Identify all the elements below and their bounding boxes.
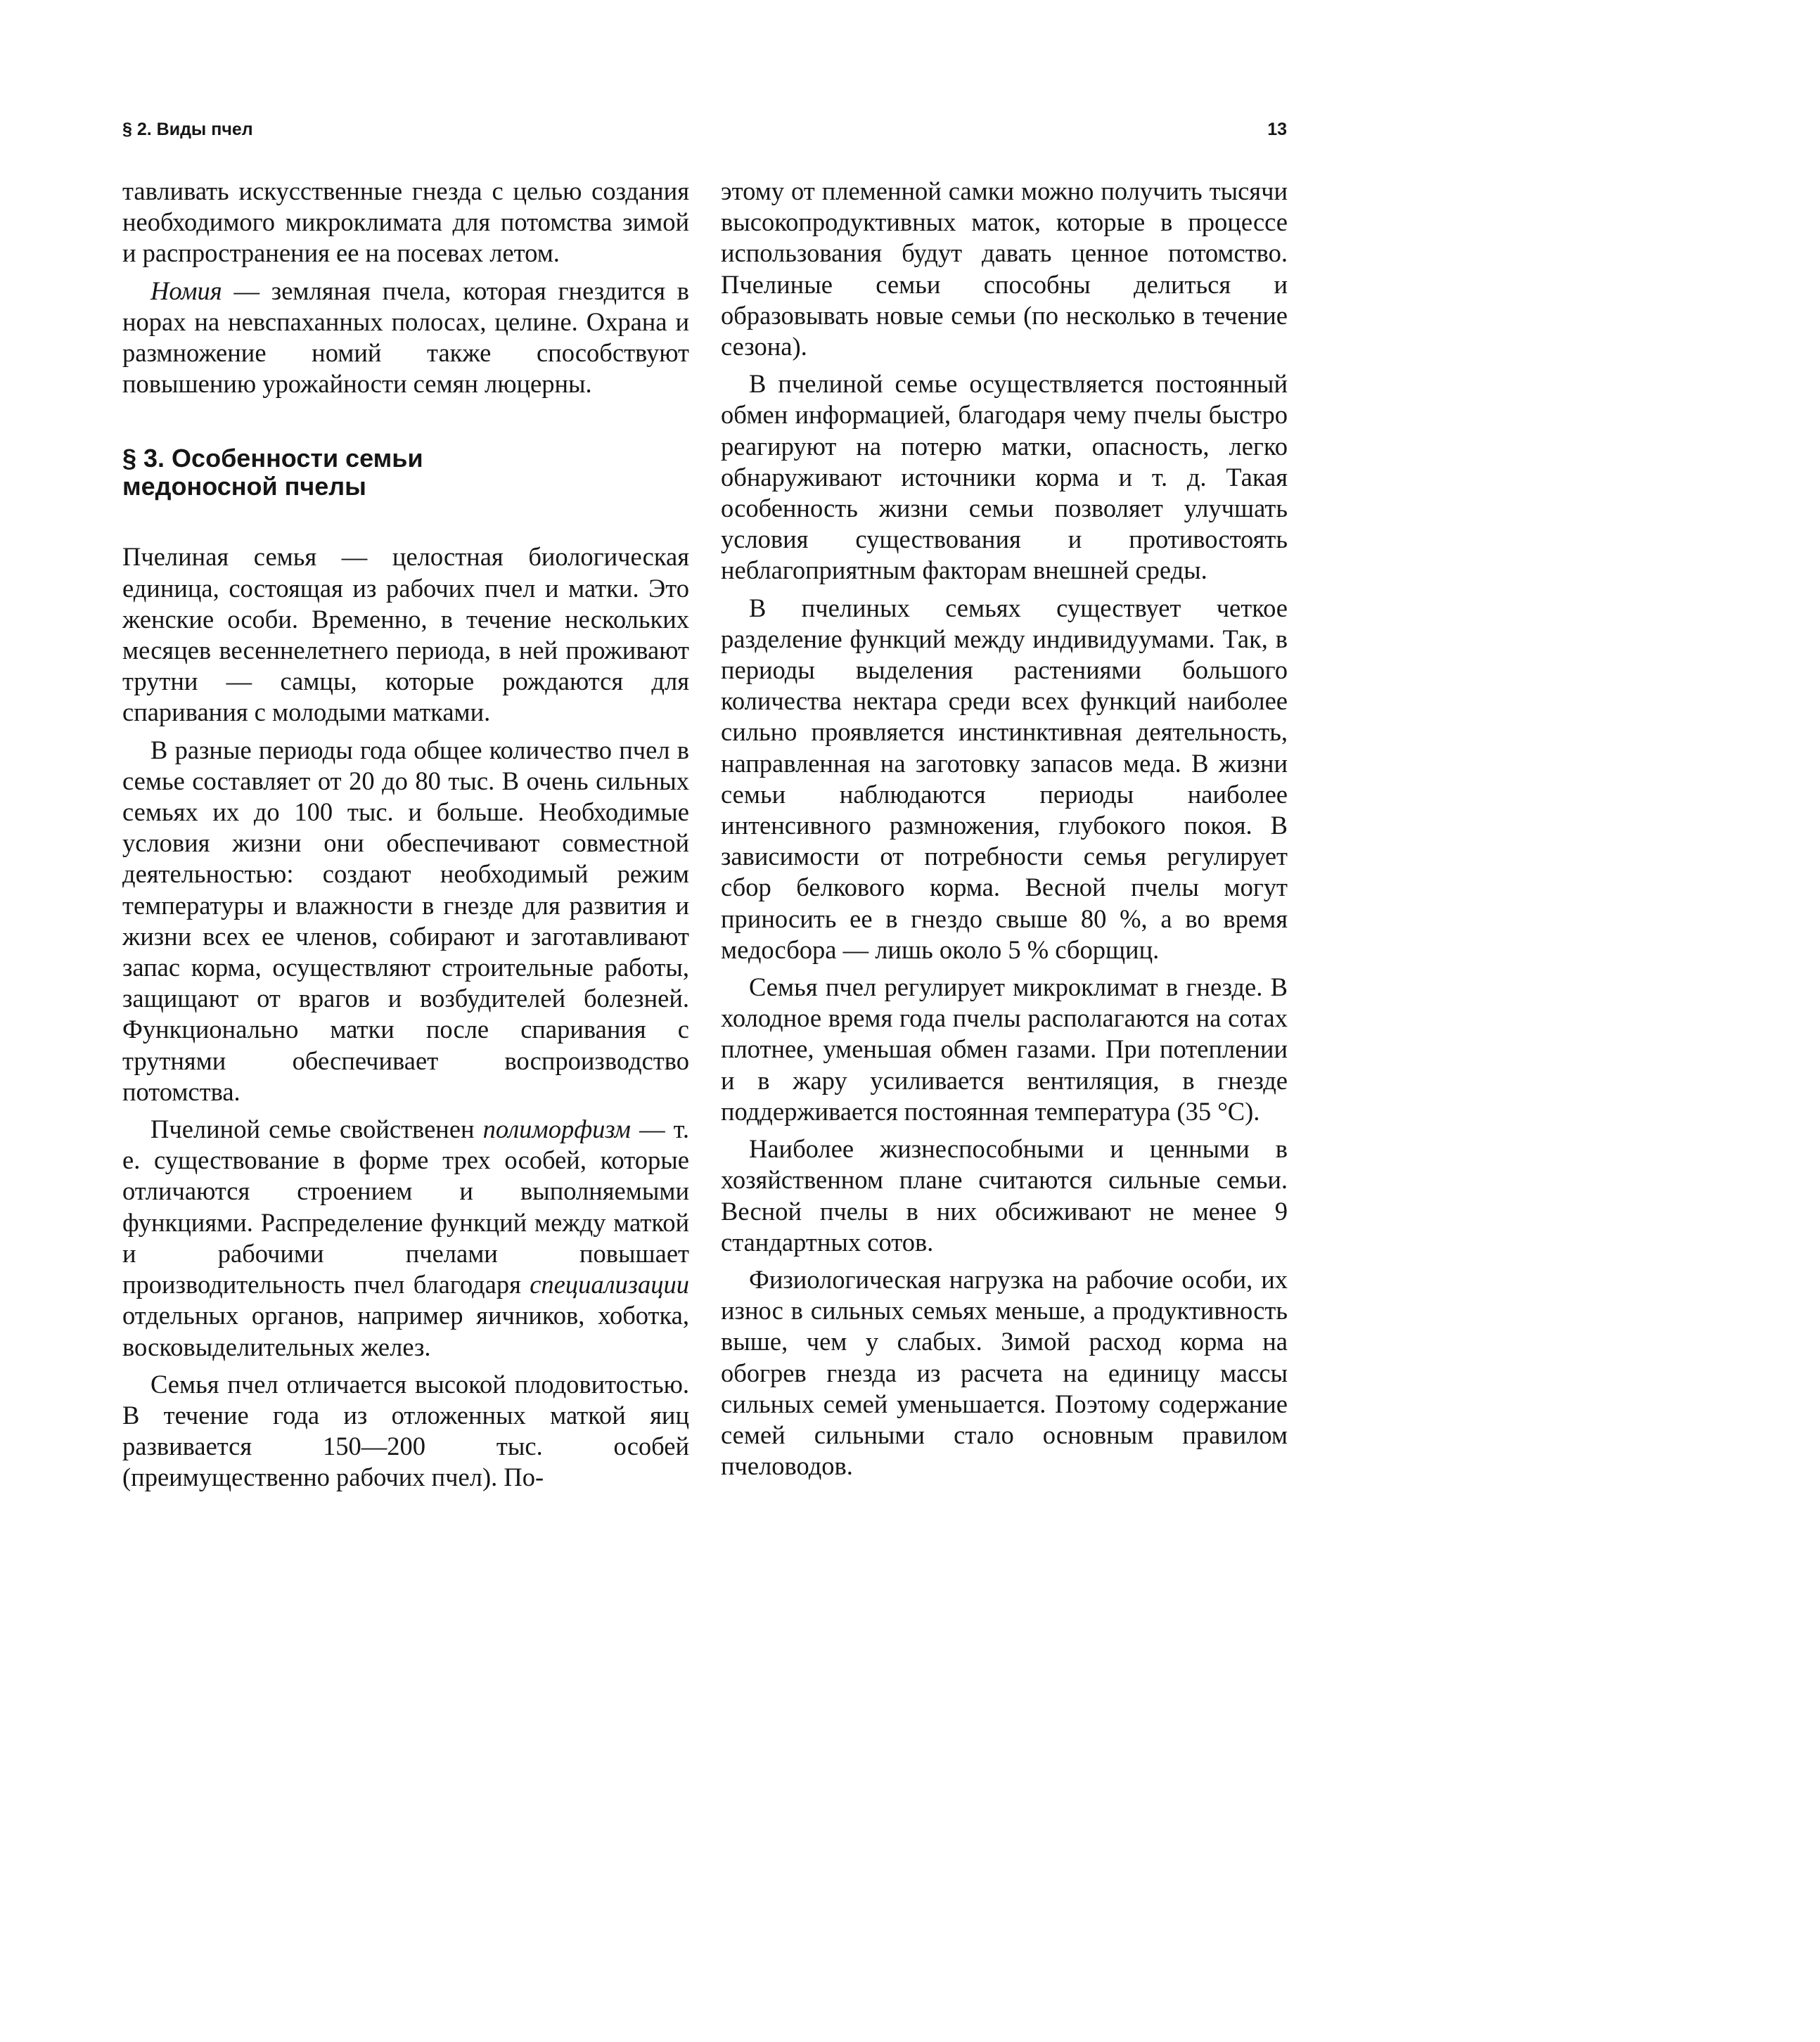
- paragraph: Наиболее жизнеспособными и ценными в хозяйственном плане считаются сильные семьи. Весной пчелы в них обсиживают не менее 9 стандартных сотов.: [721, 1134, 1288, 1257]
- paragraph: В пчелиной семье осуществляется постоянный обмен информацией, благодаря чему пчелы быстро реагируют на потерю матки, опасность, легко обнаруживают источники корма и т. д. Такая особенность жизни семьи позволяет улучшать условия существования и противостоять неблагоприятным факторам внешней среды.: [721, 369, 1288, 585]
- paragraph-text: — т. е. существование в форме трех особей, которые отличаются строением и выполняемыми функциями. Распределение функций между маткой и рабочими пчелами повышает производительность пчел благодаря: [122, 1115, 689, 1299]
- paragraph: этому от племенной самки можно получить тысячи высокопродуктивных маток, которые в процессе использования будут давать ценное потомство. Пчелиные семьи способны делиться и образовывать новые семьи (по несколько в течение сезона).: [721, 176, 1288, 361]
- paragraph: [122, 276, 689, 400]
- paragraph: Семья пчел регулирует микроклимат в гнезде. В холодное время года пчелы располагаются на сотах плотнее, уменьшая обмен газами. При потеплении и в жару усиливается вентиляция, в гнезде поддерживается постоянная температура (35 °С).: [721, 972, 1288, 1126]
- paragraph: В пчелиных семьях существует четкое разделение функций между индивидуумами. Так, в периоды выделения растениями большого количества нектара среди всех функций наиболее сильно проявляется инстинктивная деятельность, направленная на заготовку запасов меда. В жизни семьи наблюдаются периоды наиболее интенсивного размножения, глубокого покоя. В зависимости от потребности семья регулирует сбор белкового корма. Весной пчелы могут приносить ее в гнездо свыше 80 %, а во время медосбора — лишь около 5 % сборщиц.: [721, 593, 1288, 964]
- paragraph: [122, 1114, 689, 1363]
- paragraph-text: — земляная пчела, которая гнездится в норах на невспаханных полосах, целине. Охрана и размножение номий также способствуют повышению урожайности семян люцерны.: [122, 276, 689, 399]
- section-title: § 2. Виды пчел: [122, 120, 253, 139]
- paragraph: В разные периоды года общее количество пчел в семье составляет от 20 до 80 тыс. В очень сильных семьях их до 100 тыс. и больше. Необходимые условия жизни они обеспечивают совместной деятельностью: создают необходимый режим температуры и влажности в гнезде для развития и жизни всех ее членов, собирают и заготавливают запас корма, осуществляют строительные работы, защищают от врагов и возбудителей болезней. Функционально матки после спаривания с трутнями обеспечивает воспроизводство потомства.: [122, 735, 689, 1106]
- paragraph-text: отдельных органов, например яичников, хоботка, восковыделительных желез.: [122, 1301, 689, 1361]
- term-polymorphism: полиморфизм: [482, 1115, 631, 1144]
- paragraph: тавливать искусственные гнезда с целью создания необходимого микроклимата для потомства зимой и распространения ее на посевах летом.: [122, 176, 689, 268]
- left-column: [122, 176, 689, 1494]
- section-heading-line-1: § 3. Особенности семьи: [122, 444, 423, 473]
- term-nomia: Номия: [150, 276, 222, 305]
- paragraph: Семья пчел отличается высокой плодовитостью. В течение года из отложенных маткой яиц развивается 150—200 тыс. особей (преимущественно рабочих пчел). По-: [122, 1369, 689, 1492]
- section-heading: [122, 444, 689, 501]
- paragraph: Физиологическая нагрузка на рабочие особи, их износ в сильных семьях меньше, а продуктивность выше, чем у слабых. Зимой расход корма на обогрев гнезда из расчета на единицу массы сильных семей уменьшается. Поэтому содержание семей сильными стало основным правилом пчеловодов.: [721, 1264, 1288, 1481]
- section-heading-line-2: медоносной пчелы: [122, 472, 366, 501]
- paragraph: Пчелиная семья — целостная биологическая единица, состоящая из рабочих пчел и матки. Это женские особи. Временно, в течение нескольких месяцев весеннелетнего периода, в ней проживают трутни — самцы, которые рождаются для спаривания с молодыми матками.: [122, 542, 689, 727]
- term-specialization: специализации: [530, 1270, 689, 1299]
- page-number: 13: [1267, 120, 1287, 139]
- paragraph-text: Пчелиной семье свойственен: [150, 1115, 483, 1144]
- right-column: [721, 176, 1288, 1482]
